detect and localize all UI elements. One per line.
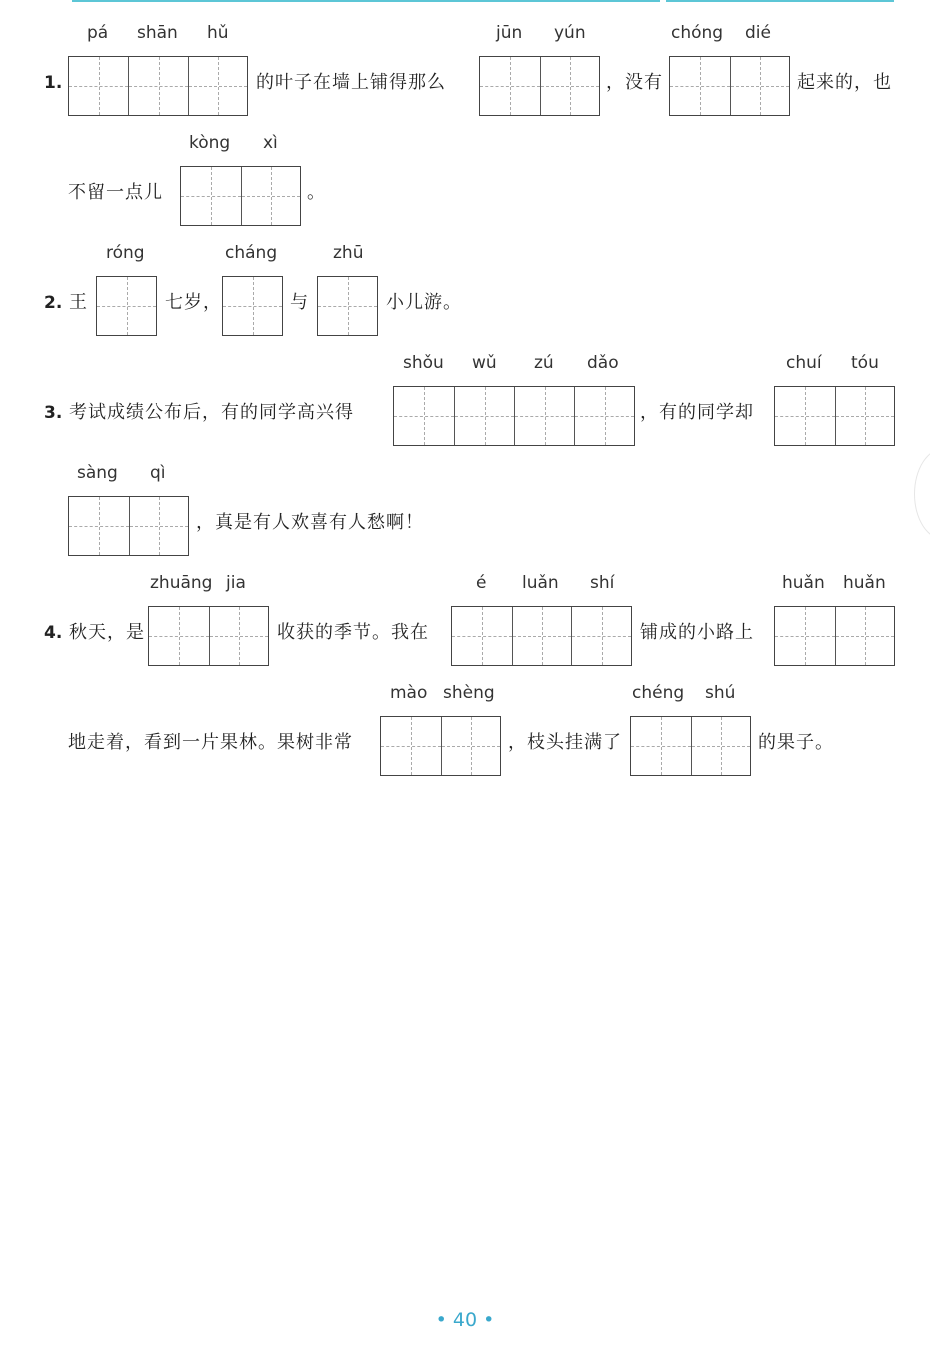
sentence-text: 铺成的小路上 — [640, 622, 754, 643]
answer-grid-e-luan-shi[interactable] — [451, 606, 632, 666]
grid-cell[interactable] — [571, 607, 631, 665]
grid-cell[interactable] — [394, 387, 454, 445]
sentence-text: 考试成绩公布后，有的同学高兴得 — [69, 402, 354, 423]
grid-cell[interactable] — [514, 387, 574, 445]
pinyin: wǔ — [472, 353, 497, 373]
pinyin: kòng — [189, 133, 231, 153]
grid-cell[interactable] — [540, 57, 600, 115]
pinyin: shí — [590, 573, 615, 593]
sentence-text: 。 — [307, 182, 326, 203]
pinyin: jūn — [496, 23, 523, 43]
grid-cell[interactable] — [835, 387, 895, 445]
pinyin: shǒu — [403, 353, 444, 373]
grid-cell[interactable] — [730, 57, 790, 115]
grid-cell[interactable] — [775, 607, 835, 665]
answer-grid-cheng-shu[interactable] — [630, 716, 751, 776]
page-edge-decoration — [914, 448, 930, 540]
pinyin: huǎn — [782, 573, 825, 593]
grid-cell[interactable] — [97, 277, 156, 335]
sentence-text: ，没有 — [606, 72, 663, 93]
answer-grid-zhu[interactable] — [317, 276, 378, 336]
pinyin: zhuāng — [150, 573, 213, 593]
question-number: 2. — [44, 293, 63, 313]
grid-cell[interactable] — [574, 387, 634, 445]
answer-grid-huan-huan[interactable] — [774, 606, 895, 666]
sentence-text: ，有的同学却 — [640, 402, 754, 423]
grid-cell[interactable] — [129, 497, 189, 555]
pinyin: chóng — [671, 23, 724, 43]
grid-cell[interactable] — [69, 497, 129, 555]
grid-cell[interactable] — [381, 717, 441, 775]
pinyin: mào — [390, 683, 428, 703]
pinyin: yún — [554, 23, 586, 43]
sentence-text: 秋天，是 — [69, 622, 145, 643]
header-accent-bar-right — [666, 0, 894, 2]
grid-cell[interactable] — [223, 277, 282, 335]
answer-grid-chang[interactable] — [222, 276, 283, 336]
pinyin: chuí — [786, 353, 822, 373]
answer-grid-mao-sheng[interactable] — [380, 716, 501, 776]
pinyin: cháng — [225, 243, 278, 263]
pinyin: hǔ — [207, 23, 229, 43]
pinyin: shú — [705, 683, 736, 703]
pinyin: zú — [534, 353, 554, 373]
sentence-text: 小儿游。 — [386, 292, 462, 313]
question-number: 1. — [44, 73, 63, 93]
grid-cell[interactable] — [691, 717, 751, 775]
pinyin: é — [476, 573, 487, 593]
answer-grid-sang-qi[interactable] — [68, 496, 189, 556]
sentence-text: ，枝头挂满了 — [508, 732, 622, 753]
header-accent-bar-left — [72, 0, 660, 2]
grid-cell[interactable] — [149, 607, 209, 665]
pinyin: jia — [226, 573, 246, 593]
answer-grid-chong-die[interactable] — [669, 56, 790, 116]
pinyin: qì — [150, 463, 166, 483]
sentence-text: 起来的，也 — [797, 72, 892, 93]
pinyin: dǎo — [587, 353, 619, 373]
grid-cell[interactable] — [181, 167, 241, 225]
pinyin: sàng — [77, 463, 118, 483]
grid-cell[interactable] — [454, 387, 514, 445]
sentence-text: ，真是有人欢喜有人愁啊！ — [196, 512, 424, 533]
grid-cell[interactable] — [209, 607, 269, 665]
pinyin: luǎn — [522, 573, 559, 593]
grid-cell[interactable] — [775, 387, 835, 445]
answer-grid-chui-tou[interactable] — [774, 386, 895, 446]
sentence-text: 的果子。 — [758, 732, 834, 753]
question-number: 4. — [44, 623, 63, 643]
sentence-text: 的叶子在墙上铺得那么 — [256, 72, 446, 93]
sentence-text: 地走着，看到一片果林。果树非常 — [68, 732, 353, 753]
grid-cell[interactable] — [670, 57, 730, 115]
pinyin: huǎn — [843, 573, 886, 593]
grid-cell[interactable] — [631, 717, 691, 775]
answer-grid-zhuang-jia[interactable] — [148, 606, 269, 666]
grid-cell[interactable] — [480, 57, 540, 115]
pinyin: shān — [137, 23, 178, 43]
page-number: • 40 • — [435, 1309, 495, 1331]
grid-cell[interactable] — [452, 607, 512, 665]
pinyin: zhū — [333, 243, 364, 263]
grid-cell[interactable] — [241, 167, 301, 225]
pinyin: shèng — [443, 683, 495, 703]
grid-cell[interactable] — [69, 57, 128, 115]
sentence-text: 七岁， — [165, 292, 222, 313]
sentence-text: 收获的季节。我在 — [277, 622, 429, 643]
grid-cell[interactable] — [318, 277, 377, 335]
answer-grid-rong[interactable] — [96, 276, 157, 336]
answer-grid-shou-wu-zu-dao[interactable] — [393, 386, 635, 446]
pinyin: róng — [106, 243, 145, 263]
question-number: 3. — [44, 403, 63, 423]
grid-cell[interactable] — [441, 717, 501, 775]
pinyin: xì — [263, 133, 278, 153]
answer-grid-pa-shan-hu[interactable] — [68, 56, 248, 116]
grid-cell[interactable] — [512, 607, 572, 665]
sentence-text: 王 — [69, 292, 88, 313]
answer-grid-kong-xi[interactable] — [180, 166, 301, 226]
pinyin: dié — [745, 23, 771, 43]
grid-cell[interactable] — [128, 57, 187, 115]
pinyin: chéng — [632, 683, 685, 703]
grid-cell[interactable] — [188, 57, 247, 115]
answer-grid-jun-yun[interactable] — [479, 56, 600, 116]
pinyin: tóu — [851, 353, 879, 373]
pinyin: pá — [87, 23, 109, 43]
sentence-text: 不留一点儿 — [68, 182, 163, 203]
sentence-text: 与 — [290, 292, 309, 313]
grid-cell[interactable] — [835, 607, 895, 665]
